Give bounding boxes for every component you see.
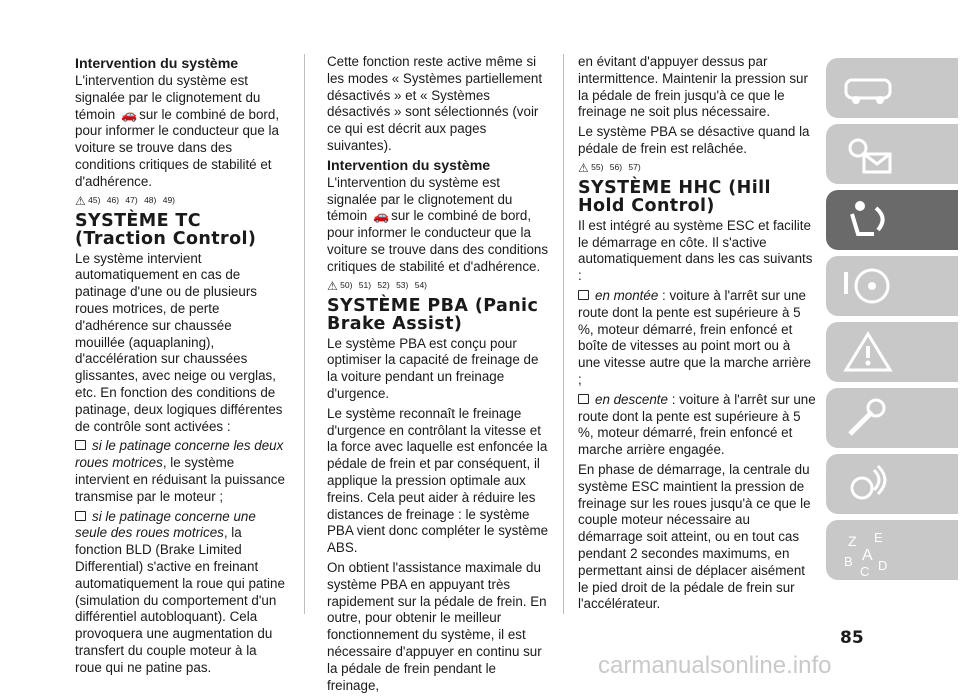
column-middle — [327, 54, 549, 697]
index-abcde-icon — [838, 526, 898, 578]
paragraph: Le système intervient automatiquement en cas de patinage d'une ou de plusieurs roues motrices, de perte d'adhérence sur chaussée mouillée (aquaplaning), d'accélération sur chaussées glissantes, avec neige ou verglas, etc. En fonction des conditions de patinage, deux logiques différentes de contrôle sont activées : — [75, 250, 283, 434]
skid-warning-lamp-icon: 🚗 — [372, 208, 390, 224]
tab-dashboard[interactable] — [826, 58, 958, 118]
svg-text:D: D — [878, 558, 888, 573]
skid-warning-lamp-icon: 🚗 — [120, 106, 138, 122]
tab-lights[interactable] — [826, 124, 958, 184]
seat-airbag-icon — [838, 196, 898, 244]
paragraph: Il est intégré au système ESC et facilite le démarrage en côte. Il s'active automatiquement dans les cas suivants : — [578, 217, 813, 284]
bullet-icon — [75, 511, 86, 521]
paragraph: en évitant d'appuyer dessus par intermittence. Maintenir la pression sur la pédale de frein jusqu'à ce que le freinage ne soit plus nécessaire. — [578, 54, 808, 120]
bullet-item: en montée : voiture à l'arrêt sur une route dont la pente est supérieure à 5 %, moteur démarré, frein enfoncé et boîte de vitesses au point mort ou à une vitesse autre que la marche arrière ; — [578, 287, 811, 387]
bullet-icon — [75, 440, 86, 450]
section-heading: Intervention du système — [75, 56, 239, 72]
paragraph: Le système PBA est conçu pour optimiser la capacité de freinage de la voiture pendant un freinage d'urgence. — [327, 335, 539, 401]
watermark: carmanualsonline.info — [598, 652, 832, 679]
paragraph: L'intervention du système est signalée par le clignotement du témoin 🚗 sur le combiné de bord, pour informer le conducteur que la voiture se trouve dans des conditions critiques de stabilité et d'adhérence. — [327, 174, 549, 274]
paragraph: L'intervention du système est signalée par le clignotement du témoin 🚗 sur le combiné de bord, pour informer le conducteur que la voiture se trouve dans des conditions critiques de stabilité et d'adhérence. — [75, 73, 280, 189]
tab-safety[interactable] — [826, 190, 958, 250]
bullet-icon — [578, 394, 589, 404]
warning-references: ⚠ 45) 46) 47) 48) 49) — [75, 193, 176, 208]
warning-references: ⚠ 55) 56) 57) — [578, 160, 641, 175]
tab-emergency[interactable] — [826, 322, 958, 382]
column-right — [578, 54, 816, 616]
svg-text:A: A — [862, 547, 873, 564]
tab-driving[interactable] — [826, 256, 958, 316]
tab-maintenance[interactable] — [826, 388, 958, 448]
warning-references: ⚠ 50) 51) 52) 53) 54) — [327, 278, 428, 293]
lights-mail-icon — [838, 130, 898, 178]
column-divider — [563, 54, 564, 614]
wrench-service-icon — [838, 394, 898, 442]
bullet-item: si le patinage concerne les deux roues motrices, le système intervient en réduisant la puissance transmise par le moteur ; — [75, 438, 285, 504]
bullet-item: si le patinage concerne une seule des roues motrices, la fonction BLD (Brake Limited Differential) s'active en freinant automatiquement la roue qui patine (simulation du comportement d'un différentiel autobloquant). Cela provoquera une augmentation du transfert du couple moteur à la roue qui ne patine pas. — [75, 508, 285, 675]
svg-text:C: C — [860, 564, 870, 578]
section-heading: Intervention du système — [327, 157, 491, 174]
paragraph: On obtient l'assistance maximale du système PBA en appuyant très rapidement sur la pédale de frein. En outre, pour obtenir le meilleur fonctionnement du système, il est nécessaire d'appuyer en continu sur la pédale de frein pendant le freinage, — [327, 559, 547, 693]
tab-index[interactable] — [826, 520, 958, 580]
paragraph: Le système PBA se désactive quand la pédale de frein est relâchée. — [578, 124, 810, 156]
warning-triangle-icon: ⚠ — [75, 193, 86, 208]
car-dashboard-icon — [838, 64, 898, 112]
paragraph: En phase de démarrage, la centrale du système ESC maintient la pression de freinage sur les roues jusqu'à ce que le couple moteur nécessaire au démarrage soit atteint, ou en tout cas pendant 2 secondes maximums, en permettant ainsi de déplacer aisément le pied droit de la pédale de frein sur l'accélérateur. — [578, 461, 811, 612]
column-left — [75, 54, 285, 680]
warning-triangle-icon: ⚠ — [327, 278, 338, 293]
media-navigation-icon — [838, 460, 898, 508]
paragraph: Le système reconnaît le freinage d'urgence en contrôlant la vitesse et la force avec laquelle est enfoncée la pédale de frein et par conséquent, il applique la pression optimale aux freins. Cela peut aider à réduire les distances de freinage : le système PBA vient donc compléter le système ABS. — [327, 405, 549, 556]
page-number: 85 — [840, 628, 864, 648]
column-divider — [304, 54, 305, 614]
bullet-icon — [578, 290, 589, 300]
tab-multimedia[interactable] — [826, 454, 958, 514]
svg-text:B: B — [844, 554, 853, 569]
steering-key-icon — [838, 262, 898, 310]
svg-text:Z: Z — [848, 533, 857, 549]
paragraph: Cette fonction reste active même si les modes « Systèmes partiellement désactivés » et « Systèmes désactivés » sont sélectionnés (voir ce qui est décrit aux pages suivantes). — [327, 54, 543, 153]
warning-triangle-icon: ⚠ — [578, 160, 589, 175]
section-title: SYSTÈME TC (Traction Control) — [75, 210, 257, 250]
section-title: SYSTÈME HHC (Hill Hold Control) — [578, 177, 771, 217]
section-title: SYSTÈME PBA (Panic Brake Assist) — [327, 295, 539, 335]
svg-text:E: E — [874, 530, 883, 545]
warning-breakdown-icon — [838, 328, 898, 376]
bullet-item: en descente : voiture à l'arrêt sur une route dont la pente est supérieure à 5 %, moteur démarré, frein enfoncé et marche arrière engagée. — [578, 391, 816, 458]
